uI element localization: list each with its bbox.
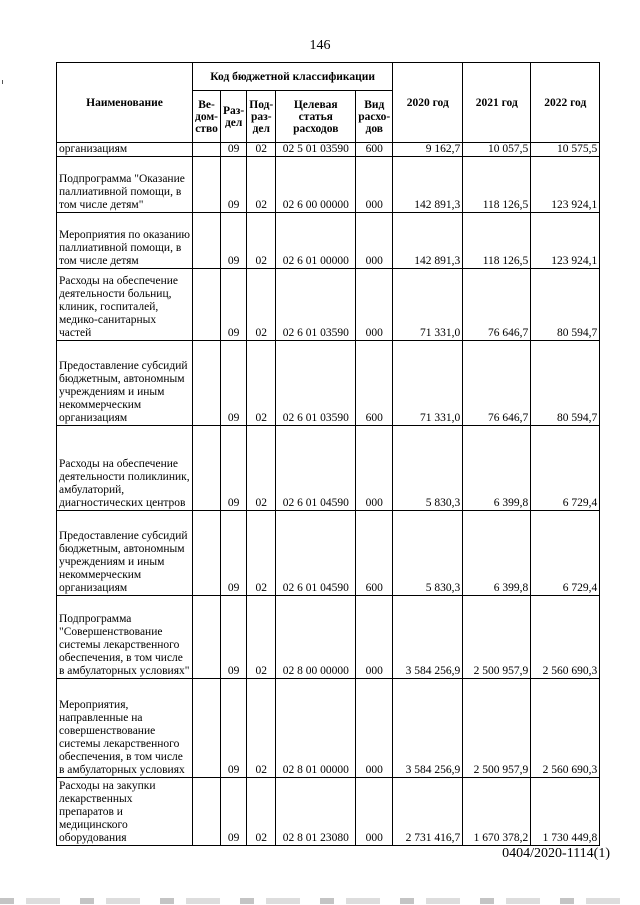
- row-podrazdel-cell: 02: [247, 511, 276, 596]
- row-razdel-cell: 09: [221, 426, 247, 511]
- page-number: 146: [309, 38, 331, 53]
- row-2022-cell: 80 594,7: [531, 269, 600, 341]
- table-row: [57, 778, 600, 846]
- row-ved-cell: [193, 596, 221, 679]
- header-razdel: Раз- дел: [221, 91, 247, 143]
- row-celevaya-cell: 02 6 01 04590: [276, 511, 356, 596]
- row-2020-cell: 142 891,3: [393, 213, 463, 269]
- row-2022-cell: 123 924,1: [531, 157, 600, 213]
- row-celevaya-cell: 02 8 01 23080: [276, 778, 356, 846]
- header-classification: Код бюджетной классификации: [193, 63, 393, 91]
- row-razdel-cell: 09: [221, 778, 247, 846]
- row-2022-cell: 2 560 690,3: [531, 596, 600, 679]
- row-razdel-cell: 09: [221, 157, 247, 213]
- row-podrazdel-cell: 02: [247, 157, 276, 213]
- row-vid-cell: 600: [356, 511, 393, 596]
- row-vid-cell: 600: [356, 341, 393, 426]
- table-row: [57, 511, 600, 596]
- row-2022-cell: 123 924,1: [531, 213, 600, 269]
- row-name-cell: Предоставление субсидий бюджетным, автономным учреждениям и иным некоммерческим организациям: [57, 341, 193, 426]
- row-podrazdel-cell: 02: [247, 341, 276, 426]
- row-2020-cell: 5 830,3: [393, 426, 463, 511]
- table-row: [57, 213, 600, 269]
- row-name-cell: Предоставление субсидий бюджетным, автономным учреждениям и иным некоммерческим организациям: [57, 511, 193, 596]
- row-name-cell: Расходы на обеспечение деятельности поликлиник, амбулаторий, диагностических центров: [57, 426, 193, 511]
- row-ved-cell: [193, 426, 221, 511]
- row-podrazdel-cell: 02: [247, 269, 276, 341]
- row-celevaya-cell: 02 6 01 03590: [276, 341, 356, 426]
- row-2021-cell: 118 126,5: [463, 213, 531, 269]
- row-podrazdel-cell: 02: [247, 679, 276, 778]
- table-row: [57, 426, 600, 511]
- table-row: [57, 269, 600, 341]
- row-vid-cell: 000: [356, 778, 393, 846]
- header-ved: Ве- дом- ство: [193, 91, 221, 143]
- row-razdel-cell: 09: [221, 679, 247, 778]
- row-2021-cell: 1 670 378,2: [463, 778, 531, 846]
- row-2021-cell: 10 057,5: [463, 143, 531, 157]
- row-vid-cell: 000: [356, 157, 393, 213]
- row-name-cell: организациям: [57, 143, 193, 157]
- row-2021-cell: 6 399,8: [463, 511, 531, 596]
- row-2022-cell: 10 575,5: [531, 143, 600, 157]
- row-2020-cell: 5 830,3: [393, 511, 463, 596]
- header-2020: 2020 год: [393, 63, 463, 143]
- row-celevaya-cell: 02 5 01 03590: [276, 143, 356, 157]
- row-vid-cell: 600: [356, 143, 393, 157]
- row-name-cell: Мероприятия, направленные на совершенствование системы лекарственного обеспечения, в том числе в амбулаторных условиях: [57, 679, 193, 778]
- row-podrazdel-cell: 02: [247, 426, 276, 511]
- row-2022-cell: 80 594,7: [531, 341, 600, 426]
- table-row: [57, 143, 600, 157]
- row-2022-cell: 6 729,4: [531, 511, 600, 596]
- row-celevaya-cell: 02 6 01 03590: [276, 269, 356, 341]
- row-2020-cell: 71 331,0: [393, 269, 463, 341]
- row-ved-cell: [193, 157, 221, 213]
- row-celevaya-cell: 02 8 00 00000: [276, 596, 356, 679]
- table-row: [57, 596, 600, 679]
- row-2022-cell: 6 729,4: [531, 426, 600, 511]
- row-podrazdel-cell: 02: [247, 143, 276, 157]
- scan-mark: [2, 80, 3, 84]
- row-2022-cell: 1 730 449,8: [531, 778, 600, 846]
- row-2020-cell: 9 162,7: [393, 143, 463, 157]
- row-name-cell: Расходы на закупки лекарственных препаратов и медицинского оборудования: [57, 778, 193, 846]
- row-2021-cell: 76 646,7: [463, 269, 531, 341]
- row-ved-cell: [193, 778, 221, 846]
- table-row: [57, 679, 600, 778]
- row-2020-cell: 2 731 416,7: [393, 778, 463, 846]
- row-2021-cell: 2 500 957,9: [463, 679, 531, 778]
- row-vid-cell: 000: [356, 213, 393, 269]
- row-celevaya-cell: 02 8 01 00000: [276, 679, 356, 778]
- row-razdel-cell: 09: [221, 269, 247, 341]
- row-razdel-cell: 09: [221, 596, 247, 679]
- row-razdel-cell: 09: [221, 143, 247, 157]
- row-2020-cell: 71 331,0: [393, 341, 463, 426]
- table-body: [57, 143, 600, 846]
- budget-table: [56, 62, 600, 846]
- header-podrazdel: Под- раз- дел: [247, 91, 276, 143]
- row-2022-cell: 2 560 690,3: [531, 679, 600, 778]
- table-row: [57, 157, 600, 213]
- row-celevaya-cell: 02 6 01 04590: [276, 426, 356, 511]
- row-name-cell: Мероприятия по оказанию паллиативной помощи, в том числе детям: [57, 213, 193, 269]
- row-name-cell: Подпрограмма "Совершенствование системы лекарственного обеспечения, в том числе в амбулаторных условиях": [57, 596, 193, 679]
- header-2021: 2021 год: [463, 63, 531, 143]
- row-name-cell: Расходы на обеспечение деятельности больниц, клиник, госпиталей, медико-санитарных частей: [57, 269, 193, 341]
- header-name: Наименование: [57, 63, 193, 143]
- table-row: [57, 341, 600, 426]
- row-podrazdel-cell: 02: [247, 778, 276, 846]
- row-ved-cell: [193, 679, 221, 778]
- row-2021-cell: 118 126,5: [463, 157, 531, 213]
- scan-artifact-line: [0, 898, 640, 904]
- row-razdel-cell: 09: [221, 213, 247, 269]
- row-ved-cell: [193, 511, 221, 596]
- row-ved-cell: [193, 143, 221, 157]
- row-vid-cell: 000: [356, 596, 393, 679]
- row-celevaya-cell: 02 6 00 00000: [276, 157, 356, 213]
- row-vid-cell: 000: [356, 426, 393, 511]
- document-code: 0404/2020-1114(1): [502, 846, 610, 861]
- row-ved-cell: [193, 341, 221, 426]
- row-name-cell: Подпрограмма "Оказание паллиативной помощи, в том числе детям": [57, 157, 193, 213]
- row-razdel-cell: 09: [221, 341, 247, 426]
- row-razdel-cell: 09: [221, 511, 247, 596]
- row-celevaya-cell: 02 6 01 00000: [276, 213, 356, 269]
- header-celevaya: Целевая статья расходов: [276, 91, 356, 143]
- row-2021-cell: 2 500 957,9: [463, 596, 531, 679]
- row-ved-cell: [193, 269, 221, 341]
- row-2020-cell: 3 584 256,9: [393, 679, 463, 778]
- row-ved-cell: [193, 213, 221, 269]
- row-2021-cell: 6 399,8: [463, 426, 531, 511]
- row-podrazdel-cell: 02: [247, 213, 276, 269]
- row-vid-cell: 000: [356, 269, 393, 341]
- row-2020-cell: 142 891,3: [393, 157, 463, 213]
- header-2022: 2022 год: [531, 63, 600, 143]
- row-2020-cell: 3 584 256,9: [393, 596, 463, 679]
- row-podrazdel-cell: 02: [247, 596, 276, 679]
- row-vid-cell: 000: [356, 679, 393, 778]
- header-vid: Вид расхо- дов: [356, 91, 393, 143]
- row-2021-cell: 76 646,7: [463, 341, 531, 426]
